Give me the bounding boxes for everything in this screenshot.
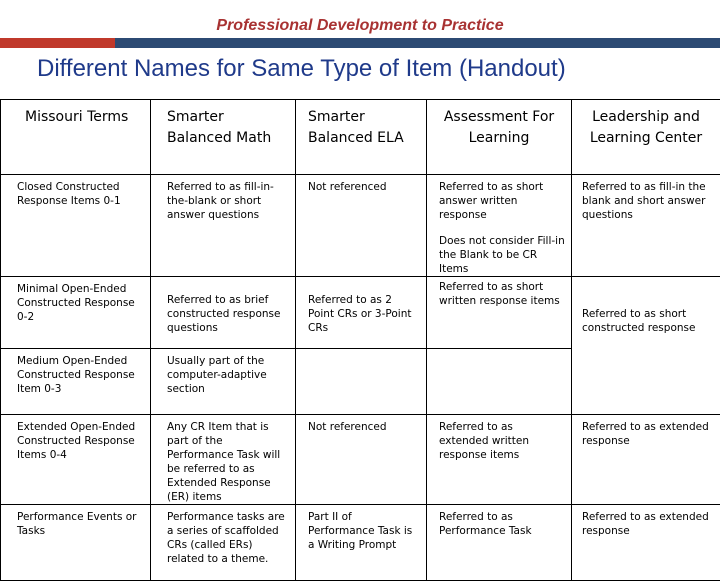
header-leadership-learning-center: Leadership and Learning Center <box>572 100 720 175</box>
cell-afl <box>427 349 572 415</box>
header-bar-blue <box>115 38 720 48</box>
cell-missouri: Performance Events or Tasks <box>1 505 151 581</box>
header-smarter-balanced-math: Smarter Balanced Math <box>151 100 296 175</box>
cell-sb-ela: Referred to as 2 Point CRs or 3-Point CRs <box>296 277 427 349</box>
table-row <box>1 505 720 581</box>
table-row <box>1 277 720 349</box>
cell-afl <box>427 175 572 277</box>
slide-title: Different Names for Same Type of Item (Handout) <box>37 55 566 83</box>
cell-missouri: Medium Open-Ended Constructed Response Item 0-3 <box>1 349 151 415</box>
cell-sb-ela: Not referenced <box>296 415 427 505</box>
presentation-header-title: Professional Development to Practice <box>0 17 720 35</box>
cell-missouri: Extended Open-Ended Constructed Response Items 0-4 <box>1 415 151 505</box>
cell-missouri: Closed Constructed Response Items 0-1 <box>1 175 151 277</box>
header-assessment-for-learning: Assessment For Learning <box>427 100 572 175</box>
cell-afl: Referred to as extended written response items <box>427 415 572 505</box>
table-header-row <box>1 100 720 175</box>
table-row <box>1 175 720 277</box>
header-smarter-balanced-ela: Smarter Balanced ELA <box>296 100 427 175</box>
cell-llc: Referred to as extended response <box>572 505 720 581</box>
cell-llc: Referred to as fill-in the blank and short answer questions <box>572 175 720 277</box>
cell-sb-math: Any CR Item that is part of the Performance Task will be referred to as Extended Response (ER) items <box>151 415 296 505</box>
cell-llc: Referred to as short constructed response <box>572 277 720 415</box>
cell-afl-text: Referred to as short answer written response <box>439 180 565 222</box>
cell-sb-math: Performance tasks are a series of scaffolded CRs (called ERs) related to a theme. <box>151 505 296 581</box>
cell-afl: Referred to as Performance Task <box>427 505 572 581</box>
terms-comparison-table <box>0 99 720 581</box>
cell-sb-ela: Not referenced <box>296 175 427 277</box>
header-missouri-terms: Missouri Terms <box>1 100 151 175</box>
cell-afl: Referred to as short written response items <box>427 277 572 349</box>
cell-sb-math: Referred to as brief constructed response questions <box>151 277 296 349</box>
cell-afl-note: Does not consider Fill-in the Blank to be CR Items <box>439 234 565 276</box>
cell-sb-ela: Part II of Performance Task is a Writing Prompt <box>296 505 427 581</box>
table-row <box>1 415 720 505</box>
header-bar-red <box>0 38 115 48</box>
cell-sb-math: Usually part of the computer-adaptive section <box>151 349 296 415</box>
cell-missouri: Minimal Open-Ended Constructed Response 0-2 <box>1 277 151 349</box>
cell-sb-math: Referred to as fill-in-the-blank or short answer questions <box>151 175 296 277</box>
cell-llc: Referred to as extended response <box>572 415 720 505</box>
cell-sb-ela <box>296 349 427 415</box>
